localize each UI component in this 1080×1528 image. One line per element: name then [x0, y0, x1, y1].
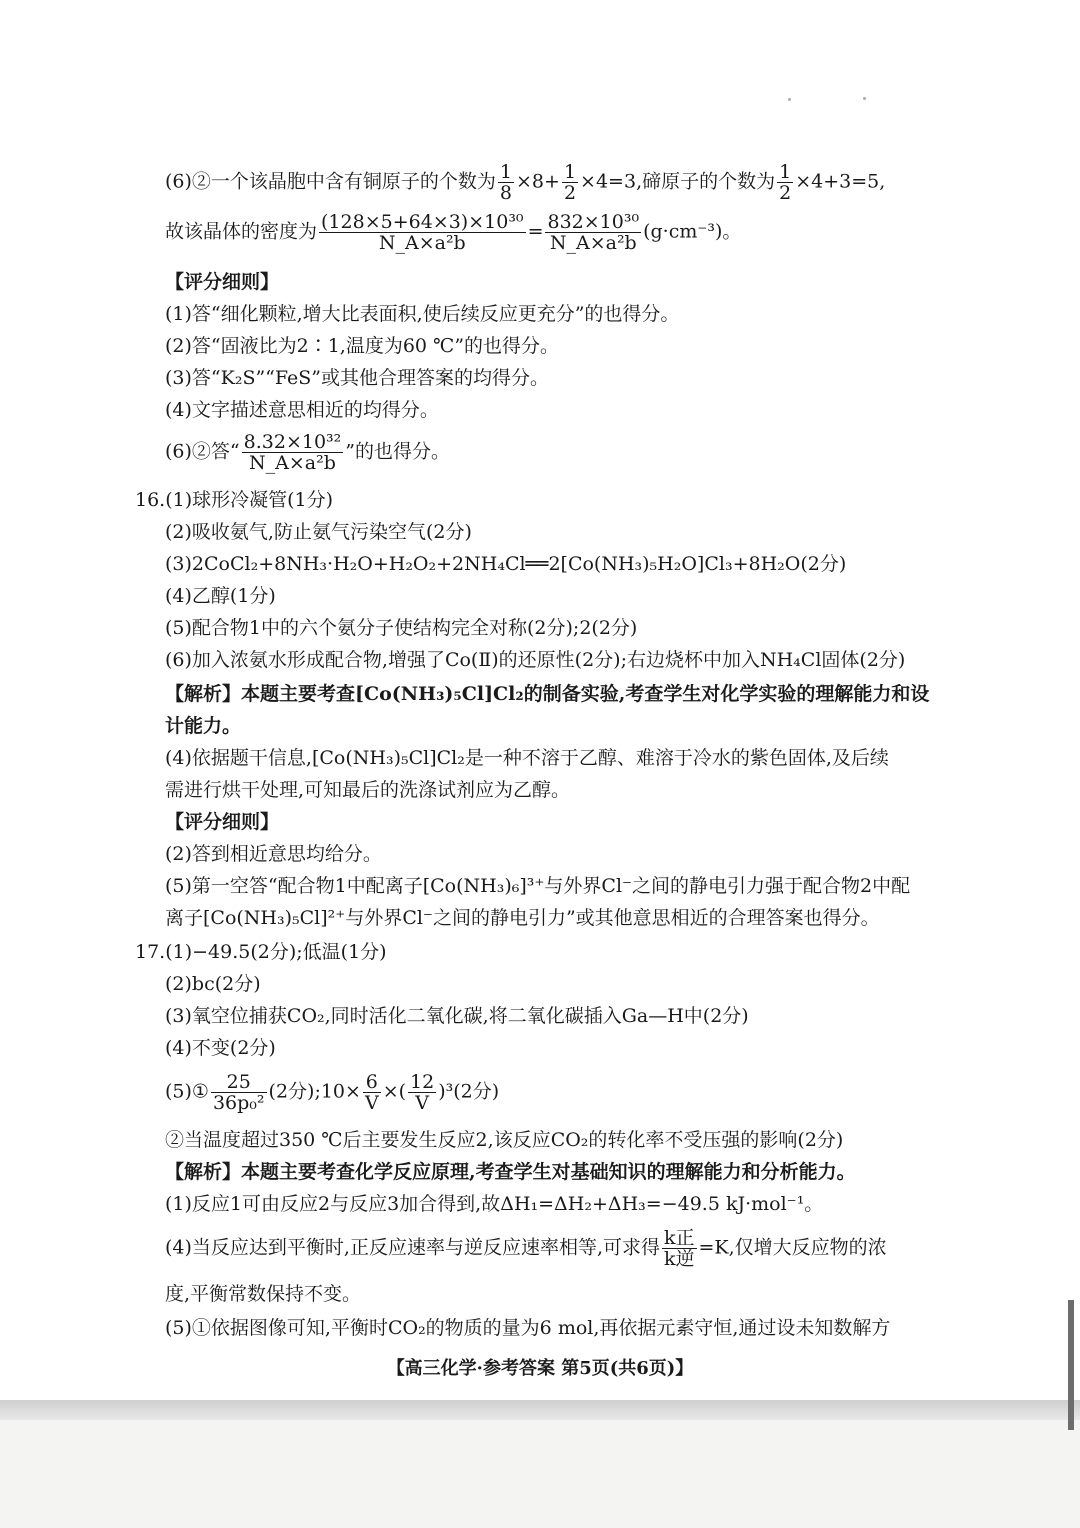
q16-answer-6: (6)加入浓氨水形成配合物,增强了Co(Ⅱ)的还原性(2分);右边烧杯中加入NH₄Cl固体(2分)	[165, 649, 906, 671]
q16-answer-5: (5)配合物1中的六个氨分子使结构完全对称(2分);2(2分)	[165, 617, 638, 639]
scoring-rule: (2)答“固液比为2∶1,温度为60 ℃”的也得分。	[165, 335, 560, 357]
q15-line-2: 故该晶体的密度为 $\frac{\text{(128×5+64×3)×10³⁰}}{\text{N\_A×a²b}}$ = $\frac{\text{832×10³⁰}}{\text{N\_A×a²b}}$ (g·cm⁻³)。	[165, 211, 742, 254]
q15-line-1: (6)②一个该晶胞中含有铜原子的个数为 $\frac{1}{8}$ ×8+ $\frac{1}{2}$ ×4=3,碲原子的个数为 $\frac{1}{2}$ ×4+3=5,	[165, 161, 886, 204]
q16-answer-4: (4)乙醇(1分)	[165, 585, 276, 607]
analysis-text: 度,平衡常数保持不变。	[165, 1283, 362, 1305]
fraction: $\frac{12}{V}$	[410, 1071, 435, 1114]
page-footer: 【高三化学·参考答案 第5页(共6页)】	[386, 1358, 694, 1379]
scoring-heading: 【评分细则】	[165, 271, 280, 293]
analysis-heading: 【解析】本题主要考查化学反应原理,考查学生对基础知识的理解能力和分析能力。	[165, 1161, 856, 1183]
analysis-text: (4)依据题干信息,[Co(NH₃)₅Cl]Cl₂是一种不溶于乙醇、难溶于冷水的紫色固体,及后续	[165, 747, 889, 769]
q17-answer-2: (2)bc(2分)	[165, 973, 261, 995]
fraction: $\frac{\text{(128×5+64×3)×10³⁰}}{\text{N\_A×a²b}}$	[321, 211, 524, 254]
analysis-text: 计能力。	[165, 715, 242, 737]
fraction: $\frac{\text{832×10³⁰}}{\text{N\_A×a²b}}$	[547, 211, 640, 254]
page-bottom-edge	[0, 1400, 1080, 1420]
analysis-text: (5)①依据图像可知,平衡时CO₂的物质的量为6 mol,再依据元素守恒,通过设未知数解方	[165, 1317, 891, 1339]
q17-answer-6: ②当温度超过350 ℃后主要发生反应2,该反应CO₂的转化率不受压强的影响(2分)	[165, 1129, 844, 1151]
fraction: $\frac{1}{2}$	[779, 161, 792, 204]
q17-answer-3: (3)氧空位捕获CO₂,同时活化二氧化碳,将二氧化碳插入Ga—H中(2分)	[165, 1005, 749, 1027]
q16-answer-1: 16.(1)球形冷凝管(1分)	[135, 489, 334, 511]
fraction: $\frac{1}{2}$	[563, 161, 577, 204]
analysis-text: 需进行烘干处理,可知最后的洗涤试剂应为乙醇。	[165, 779, 571, 801]
q17-answer-4: (4)不变(2分)	[165, 1037, 276, 1059]
fraction: $\frac{\text{8.32×10³²}}{\text{N\_A×a²b}}$	[243, 431, 342, 474]
q16-answer-2: (2)吸收氨气,防止氨气污染空气(2分)	[165, 521, 472, 543]
q16-answer-3: (3)2CoCl₂+8NH₃·H₂O+H₂O₂+2NH₄Cl══2[Co(NH₃)₅H₂O]Cl₃+8H₂O(2分)	[165, 553, 847, 575]
analysis-text: (4)当反应达到平衡时,正反应速率与逆反应速率相等,可求得 $\frac{\text{k正}}{\text{k逆}}$ =K,仅增大反应物的浓	[165, 1227, 887, 1270]
scroll-edge	[1068, 1300, 1074, 1430]
scoring-rule: (1)答“细化颗粒,增大比表面积,使后续反应更充分”的也得分。	[165, 303, 680, 325]
scoring-rule: (2)答到相近意思均给分。	[165, 843, 382, 865]
fraction: $\frac{6}{V}$	[364, 1071, 379, 1114]
analysis-text: (1)反应1可由反应2与反应3加合得到,故ΔH₁=ΔH₂+ΔH₃=−49.5 kJ·mol⁻¹。	[165, 1193, 824, 1215]
fraction: $\frac{\text{k正}}{\text{k逆}}$	[664, 1227, 695, 1270]
fraction: $\frac{1}{8}$	[499, 161, 513, 204]
q17-answer-1: 17.(1)−49.5(2分);低温(1分)	[135, 941, 387, 963]
q17-answer-5: (5)① $\frac{25}{\text{36p₀²}}$ (2分);10× $\frac{6}{V}$ ×( $\frac{12}{V}$ )³(2分)	[165, 1071, 500, 1114]
scoring-rule: 离子[Co(NH₃)₅Cl]²⁺与外界Cl⁻之间的静电引力”或其他意思相近的合理答案也得分。	[165, 907, 880, 929]
scoring-rule: (4)文字描述意思相近的均得分。	[165, 399, 439, 421]
scoring-heading: 【评分细则】	[165, 811, 280, 833]
scoring-rule: (3)答“K₂S”“FeS”或其他合理答案的均得分。	[165, 367, 549, 389]
analysis-heading: 【解析】本题主要考查[Co(NH₃)₅Cl]Cl₂的制备实验,考查学生对化学实验的理解能力和设	[165, 683, 930, 705]
scoring-rule: (6)②答“ $\frac{\text{8.32×10³²}}{\text{N\_A×a²b}}$ ”的也得分。	[165, 431, 450, 474]
scoring-rule: (5)第一空答“配合物1中配离子[Co(NH₃)₆]³⁺与外界Cl⁻之间的静电引力强于配合物2中配	[165, 875, 911, 897]
fraction: $\frac{25}{\text{36p₀²}}$	[212, 1071, 265, 1114]
